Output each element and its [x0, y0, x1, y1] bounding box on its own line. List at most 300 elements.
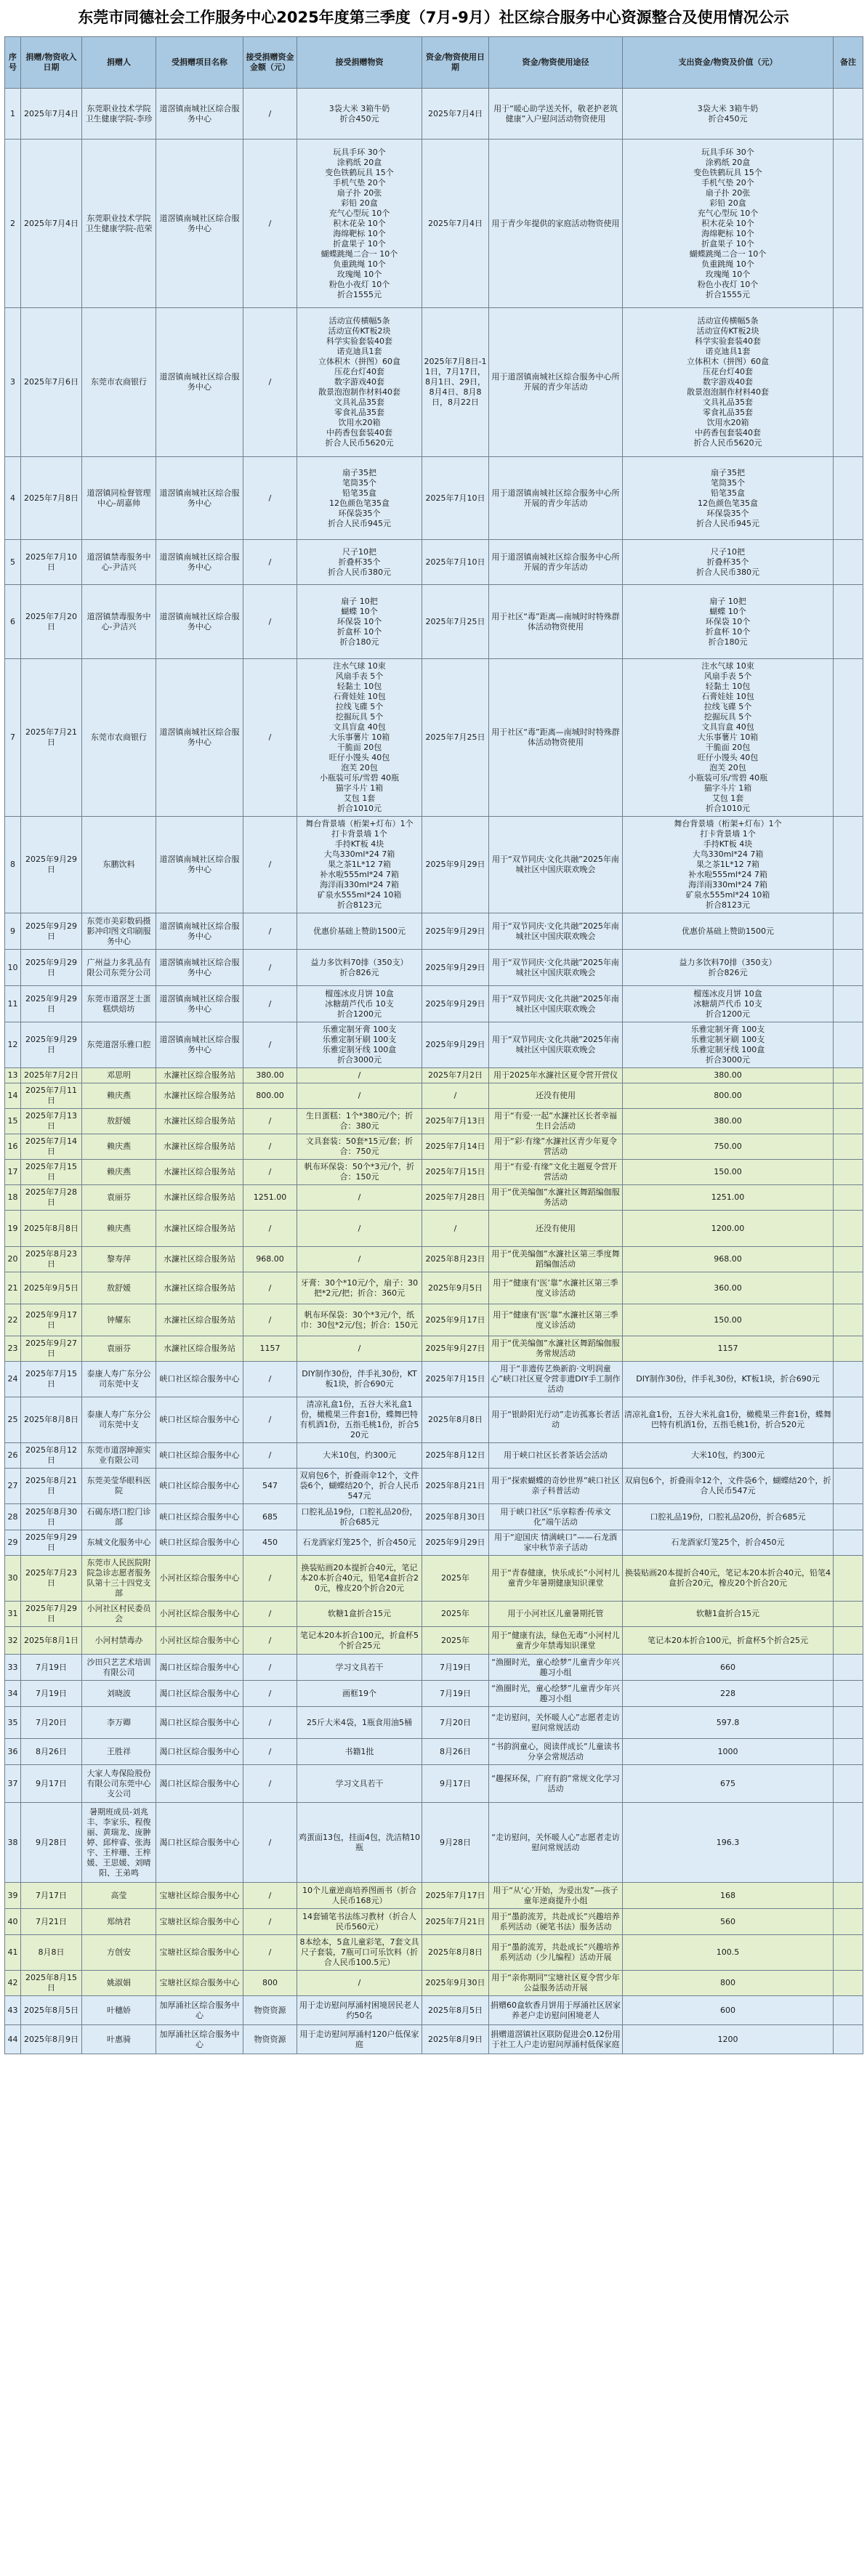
- cell-materials: 换装贴画20本提折合40元，笔记本20本折合40元，铅笔4盒折合20元，橡皮20个折合20元: [297, 1556, 422, 1602]
- cell-remark: [834, 1083, 863, 1109]
- cell-remark: [834, 1336, 863, 1362]
- cell-date: 2025年8月5日: [21, 1996, 82, 2025]
- cell-amount: /: [243, 540, 297, 585]
- cell-date: 2025年8月8日: [21, 1211, 82, 1247]
- cell-project: 道滘镇南城社区综合服务中心: [156, 585, 243, 659]
- cell-project: 渴口社区综合服务中心: [156, 1739, 243, 1765]
- cell-materials: 优惠价基础上赞助1500元: [297, 913, 422, 950]
- cell-expenditure: 228: [623, 1681, 834, 1707]
- table-row: [5, 1530, 863, 1556]
- cell-materials: 注水气球 10束 风扇手表 5个 轻黏土 10包 石膏娃娃 10包 拉线飞碟 5个 挖掘玩具 5个 文具盲盒 40包 大乐事薯片 10箱 干脆面 20包 旺仔小馒头 40包 泡芙 20包 小瓶装可乐/雪碧 40瓶 猫字斗片 1箱 艾包 1套 折合1010元: [297, 659, 422, 817]
- cell-use-purpose: 用于峡口社区长者茶话会活动: [489, 1443, 623, 1469]
- cell-donor: 东莞美莹华眼科医院: [82, 1469, 156, 1504]
- cell-materials: 鸡蛋面13包，挂面4包，洗洁精10瓶: [297, 1803, 422, 1883]
- cell-remark: [834, 1556, 863, 1602]
- cell-remark: [834, 1185, 863, 1211]
- cell-donor: 袁丽芬: [82, 1185, 156, 1211]
- cell-use-purpose: 用于“亲你期同”宝塘社区夏令营少年公益服务活动开展: [489, 1971, 623, 1996]
- cell-use-purpose: 用于“有爱·一起”水濂社区长者幸福生日会活动: [489, 1109, 623, 1134]
- cell-project: 峡口社区综合服务中心: [156, 1397, 243, 1443]
- cell-expenditure: 双肩包6个，折叠雨伞12个，文件袋6个，蝴蝶结20个，折合人民币547元: [623, 1469, 834, 1504]
- cell-donor: 东莞市美彩数码摄影冲印图文印刷服务中心: [82, 913, 156, 950]
- cell-amount: /: [243, 308, 297, 457]
- cell-project: 道滘镇南城社区综合服务中心: [156, 950, 243, 986]
- cell-amount: 380.00: [243, 1068, 297, 1083]
- cell-expenditure: 750.00: [623, 1134, 834, 1160]
- cell-remark: [834, 1160, 863, 1185]
- cell-use-purpose: 用于社区“毒”距离—南城时时特殊群体活动物资使用: [489, 659, 623, 817]
- cell-project: 水濂社区综合服务站: [156, 1211, 243, 1247]
- cell-amount: /: [243, 1556, 297, 1602]
- cell-donor: 东莞市人民医院附院急诊志愿者服务队第十三十四党支部: [82, 1556, 156, 1602]
- cell-date: 2025年7月23日: [21, 1556, 82, 1602]
- cell-materials: 8本绘本，5盒儿童彩笔，7套文具尺子套装，7瓶可口可乐饮料（折合人民币100.5元）: [297, 1935, 422, 1971]
- cell-date: 2025年8月21日: [21, 1469, 82, 1504]
- cell-use-date: 2025年9月29日: [422, 950, 489, 986]
- table-row: [5, 1443, 863, 1469]
- cell-serial: 44: [5, 2025, 21, 2054]
- cell-remark: [834, 659, 863, 817]
- cell-materials: 清凉礼盒1份，五谷大米礼盒1份，橄榄果三件套1份，蝶舞巴特有机酒1份，五指毛桃1份，折合520元: [297, 1397, 422, 1443]
- table-row: [5, 1304, 863, 1336]
- cell-use-purpose: 用于“墨韵流芳，共赴成长”兴趣培养系列活动（硬笔书法）服务活动: [489, 1909, 623, 1935]
- cell-amount: /: [243, 950, 297, 986]
- table-row: [5, 540, 863, 585]
- cell-serial: 34: [5, 1681, 21, 1707]
- header-project: 受捐赠项目名称: [156, 37, 243, 89]
- cell-materials: 学习文具若干: [297, 1655, 422, 1681]
- cell-project: 水濂社区综合服务站: [156, 1109, 243, 1134]
- cell-use-date: 2025年7月4日: [422, 140, 489, 308]
- cell-materials: 学习文具若干: [297, 1765, 422, 1803]
- cell-donor: 叶惠骑: [82, 2025, 156, 2054]
- cell-expenditure: 笔记本20本折合100元，折盒杯5个折合25元: [623, 1627, 834, 1655]
- cell-amount: 1157: [243, 1336, 297, 1362]
- cell-remark: [834, 1681, 863, 1707]
- cell-expenditure: 675: [623, 1765, 834, 1803]
- table-row: [5, 817, 863, 913]
- table-row: [5, 1134, 863, 1160]
- cell-remark: [834, 89, 863, 140]
- cell-materials: 牙膏：30个*10元/个，扇子：30把*2元/把；折合：360元: [297, 1272, 422, 1304]
- cell-project: 道滘镇南城社区综合服务中心: [156, 89, 243, 140]
- cell-expenditure: 注水气球 10束 风扇手表 5个 轻黏土 10包 石膏娃娃 10包 拉线飞碟 5个 挖掘玩具 5个 文具盲盒 40包 大乐事薯片 10箱 干脆面 20包 旺仔小馒头 40包 泡芙 20包 小瓶装可乐/雪碧 40瓶 猫字斗片 1箱 艾包 1套 折合1010元: [623, 659, 834, 817]
- cell-donor: 姚淑娟: [82, 1971, 156, 1996]
- cell-serial: 33: [5, 1655, 21, 1681]
- cell-serial: 40: [5, 1909, 21, 1935]
- cell-use-purpose: 用于“银龄阳光行动”走访孤寡长者活动: [489, 1397, 623, 1443]
- cell-date: 2025年9月29日: [21, 986, 82, 1022]
- cell-serial: 19: [5, 1211, 21, 1247]
- cell-donor: 小河社区村民委员会: [82, 1602, 156, 1627]
- cell-serial: 28: [5, 1504, 21, 1530]
- cell-use-date: 2025年7月25日: [422, 659, 489, 817]
- cell-amount: /: [243, 1627, 297, 1655]
- cell-use-purpose: “渔圈时光，童心绘梦”儿童青少年兴趣习小组: [489, 1655, 623, 1681]
- cell-date: 2025年9月17日: [21, 1304, 82, 1336]
- cell-project: 道滘镇南城社区综合服务中心: [156, 540, 243, 585]
- table-row: [5, 140, 863, 308]
- cell-donor: 大家人寿保险股份有限公司东莞中心支公司: [82, 1765, 156, 1803]
- cell-serial: 43: [5, 1996, 21, 2025]
- cell-donor: 黎寿萍: [82, 1247, 156, 1272]
- cell-date: 2025年7月13日: [21, 1109, 82, 1134]
- header-remark: 备注: [834, 37, 863, 89]
- cell-use-date: 2025年7月10日: [422, 540, 489, 585]
- cell-donor: 赖庆燕: [82, 1211, 156, 1247]
- cell-project: 渴口社区综合服务中心: [156, 1803, 243, 1883]
- cell-use-date: 2025年7月10日: [422, 457, 489, 540]
- cell-use-date: 2025年: [422, 1627, 489, 1655]
- cell-remark: [834, 1996, 863, 2025]
- cell-remark: [834, 913, 863, 950]
- table-row: [5, 1185, 863, 1211]
- cell-materials: 书籍1批: [297, 1739, 422, 1765]
- cell-amount: /: [243, 1935, 297, 1971]
- cell-amount: /: [243, 1883, 297, 1909]
- cell-materials: 10个儿童逆商培养图画书（折合人民币168元）: [297, 1883, 422, 1909]
- cell-donor: 敖舒媛: [82, 1109, 156, 1134]
- table-row: [5, 585, 863, 659]
- cell-use-date: 2025年7月21日: [422, 1909, 489, 1935]
- cell-use-date: 2025年9月29日: [422, 986, 489, 1022]
- cell-use-purpose: 捐赠60盒软香月饼用于厚涌社区居家养老户走访慰问困境老人: [489, 1996, 623, 2025]
- table-row: [5, 1935, 863, 1971]
- cell-remark: [834, 585, 863, 659]
- cell-expenditure: 660: [623, 1655, 834, 1681]
- cell-project: 渴口社区综合服务中心: [156, 1707, 243, 1739]
- cell-project: 峡口社区综合服务中心: [156, 1443, 243, 1469]
- cell-materials: 生日蛋糕：1个*380元/个；折合：380元: [297, 1109, 422, 1134]
- cell-serial: 8: [5, 817, 21, 913]
- table-row: [5, 1397, 863, 1443]
- table-row: [5, 1739, 863, 1765]
- cell-materials: 双肩包6个，折叠雨伞12个，文件袋6个，蝴蝶结20个，折合人民币547元: [297, 1469, 422, 1504]
- cell-expenditure: 196.3: [623, 1803, 834, 1883]
- cell-use-purpose: 用于道滘镇南城社区综合服务中心所开展的青少年活动: [489, 540, 623, 585]
- cell-remark: [834, 1909, 863, 1935]
- cell-use-date: 8月26日: [422, 1739, 489, 1765]
- table-row: [5, 1469, 863, 1504]
- cell-use-purpose: 用于“迎国庆 情满峡口”——石龙酒家中秋节亲子活动: [489, 1530, 623, 1556]
- cell-expenditure: 600: [623, 1996, 834, 2025]
- cell-remark: [834, 1504, 863, 1530]
- cell-use-purpose: 用于“优美编伽”水濂社区舞蹈编伽服务活动: [489, 1185, 623, 1211]
- cell-use-date: 9月17日: [422, 1765, 489, 1803]
- cell-materials: /: [297, 1185, 422, 1211]
- cell-project: 道滘镇南城社区综合服务中心: [156, 659, 243, 817]
- cell-materials: 画框19个: [297, 1681, 422, 1707]
- cell-amount: /: [243, 1602, 297, 1627]
- header-date: 捐赠/物资收入日期: [21, 37, 82, 89]
- cell-donor: 小河村禁毒办: [82, 1627, 156, 1655]
- table-row: [5, 1602, 863, 1627]
- cell-donor: 石碣东塔口腔门诊部: [82, 1504, 156, 1530]
- cell-materials: 益力多饮料70排（350支） 折合826元: [297, 950, 422, 986]
- cell-use-date: 2025年7月14日: [422, 1134, 489, 1160]
- cell-date: 2025年8月1日: [21, 1627, 82, 1655]
- header-expenditure: 支出资金/物资及价值（元）: [623, 37, 834, 89]
- cell-project: 水濂社区综合服务站: [156, 1336, 243, 1362]
- header-use-purpose: 资金/物资使用途径: [489, 37, 623, 89]
- cell-remark: [834, 1022, 863, 1068]
- cell-project: 小河社区综合服务中心: [156, 1602, 243, 1627]
- cell-donor: 赖庆燕: [82, 1134, 156, 1160]
- cell-expenditure: 150.00: [623, 1160, 834, 1185]
- cell-serial: 9: [5, 913, 21, 950]
- cell-date: 2025年7月15日: [21, 1362, 82, 1397]
- cell-use-purpose: 用于“青春健康，快乐成长”小河村儿童青少年暑期健康知识课堂: [489, 1556, 623, 1602]
- cell-use-purpose: 用于“暖心助学送关怀，敬老护老筑健康”入户慰问活动物资使用: [489, 89, 623, 140]
- cell-serial: 16: [5, 1134, 21, 1160]
- cell-date: 2025年9月29日: [21, 1022, 82, 1068]
- cell-use-date: 9月28日: [422, 1803, 489, 1883]
- cell-donor: 赖庆燕: [82, 1083, 156, 1109]
- cell-date: 9月17日: [21, 1765, 82, 1803]
- cell-materials: /: [297, 1971, 422, 1996]
- table-row: [5, 1109, 863, 1134]
- cell-use-date: 2025年: [422, 1556, 489, 1602]
- header-use-date: 资金/物资使用日期: [422, 37, 489, 89]
- cell-expenditure: 换装贴画20本提折合40元，笔记本20本折合40元，铅笔4盒折合20元，橡皮20个折合20元: [623, 1556, 834, 1602]
- cell-expenditure: 150.00: [623, 1304, 834, 1336]
- cell-serial: 22: [5, 1304, 21, 1336]
- table-row: [5, 1883, 863, 1909]
- cell-remark: [834, 1443, 863, 1469]
- cell-use-date: 2025年9月5日: [422, 1272, 489, 1304]
- cell-expenditure: DIY制作30份，伴手礼30份，KT板1块，折合690元: [623, 1362, 834, 1397]
- table-row: [5, 1083, 863, 1109]
- cell-use-date: 2025年8月9日: [422, 2025, 489, 2054]
- cell-use-date: 2025年7月4日: [422, 89, 489, 140]
- cell-project: 道滘镇南城社区综合服务中心: [156, 308, 243, 457]
- table-row: [5, 1803, 863, 1883]
- table-row: [5, 1627, 863, 1655]
- cell-expenditure: 大米10包，约300元: [623, 1443, 834, 1469]
- table-row: [5, 1556, 863, 1602]
- cell-serial: 41: [5, 1935, 21, 1971]
- cell-donor: 叶穗娇: [82, 1996, 156, 2025]
- cell-amount: /: [243, 585, 297, 659]
- cell-serial: 24: [5, 1362, 21, 1397]
- header-materials: 接受捐赠物资: [297, 37, 422, 89]
- cell-amount: /: [243, 1109, 297, 1134]
- cell-use-date: 2025年7月13日: [422, 1109, 489, 1134]
- cell-materials: 帆布环保袋：50个*3元/个，折合：150元: [297, 1160, 422, 1185]
- table-row: [5, 1707, 863, 1739]
- cell-date: 2025年7月15日: [21, 1160, 82, 1185]
- cell-project: 道滘镇南城社区综合服务中心: [156, 986, 243, 1022]
- cell-project: 水濂社区综合服务站: [156, 1083, 243, 1109]
- cell-serial: 25: [5, 1397, 21, 1443]
- donation-table: [4, 36, 863, 2054]
- cell-expenditure: 扇子 10把 蝴蝶 10个 环保袋 10个 折盒杯 10个 折合180元: [623, 585, 834, 659]
- cell-donor: 东莞市道滘坤源实业有限公司: [82, 1443, 156, 1469]
- cell-donor: 刘晓波: [82, 1681, 156, 1707]
- cell-serial: 36: [5, 1739, 21, 1765]
- table-row: [5, 2025, 863, 2054]
- cell-project: 宝塘社区综合服务中心: [156, 1935, 243, 1971]
- cell-materials: 用于走访慰问厚涌村困境居民老人约50名: [297, 1996, 422, 2025]
- cell-use-date: 2025年7月28日: [422, 1185, 489, 1211]
- cell-project: 水濂社区综合服务站: [156, 1134, 243, 1160]
- cell-serial: 35: [5, 1707, 21, 1739]
- cell-remark: [834, 1134, 863, 1160]
- cell-remark: [834, 308, 863, 457]
- cell-date: 2025年7月2日: [21, 1068, 82, 1083]
- cell-date: 7月19日: [21, 1681, 82, 1707]
- cell-expenditure: 扇子35把 笔筒35个 铅笔35盒 12色颜色笔35盒 环保袋35个 折合人民币945元: [623, 457, 834, 540]
- cell-serial: 3: [5, 308, 21, 457]
- cell-remark: [834, 1765, 863, 1803]
- cell-serial: 4: [5, 457, 21, 540]
- cell-expenditure: 软糖1盒折合15元: [623, 1602, 834, 1627]
- cell-use-date: 2025年9月27日: [422, 1336, 489, 1362]
- cell-expenditure: 380.00: [623, 1109, 834, 1134]
- cell-use-date: 2025年7月15日: [422, 1160, 489, 1185]
- cell-donor: 高莹: [82, 1883, 156, 1909]
- cell-expenditure: 石龙酒家灯笼25个，折合450元: [623, 1530, 834, 1556]
- cell-use-date: 2025年7月8日-11日，7月17日，8月1日、29日，8月4日、8月8日，8月22日: [422, 308, 489, 457]
- cell-remark: [834, 1109, 863, 1134]
- table-row: [5, 1655, 863, 1681]
- cell-remark: [834, 1304, 863, 1336]
- table-row: [5, 308, 863, 457]
- cell-use-purpose: 用于“有爱·有缘”文化主题夏令营开营活动: [489, 1160, 623, 1185]
- cell-donor: 东莞市道滘芝士蛋糕烘焙坊: [82, 986, 156, 1022]
- table-row: [5, 1160, 863, 1185]
- cell-materials: 尺子10把 折叠杯35个 折合人民币380元: [297, 540, 422, 585]
- cell-serial: 13: [5, 1068, 21, 1083]
- cell-date: 2025年7月21日: [21, 659, 82, 817]
- cell-materials: 扇子 10把 蝴蝶 10个 环保袋 10个 折盒杯 10个 折合180元: [297, 585, 422, 659]
- cell-donor: 道滘镇同检督管理中心-胡嘉帅: [82, 457, 156, 540]
- cell-amount: /: [243, 1681, 297, 1707]
- cell-use-date: 7月19日: [422, 1681, 489, 1707]
- cell-project: 宝塘社区综合服务中心: [156, 1971, 243, 1996]
- cell-expenditure: 舞台背景墙（桁架+灯布）1个 打卡背景墙 1个 手持KT板 4块 大鸟330ml*24 7箱 果之茶1L*12 7箱 补水啦555ml*24 7箱 海洋雨330ml*24 7箱 矿泉水555ml*24 10箱 折合8123元: [623, 817, 834, 913]
- cell-serial: 1: [5, 89, 21, 140]
- cell-expenditure: 乐雅定制牙膏 100支 乐雅定制牙刷 100支 乐雅定制牙线 100盒 折合3000元: [623, 1022, 834, 1068]
- cell-remark: [834, 1739, 863, 1765]
- cell-materials: /: [297, 1247, 422, 1272]
- cell-date: 2025年7月20日: [21, 585, 82, 659]
- cell-materials: 大米10包，约300元: [297, 1443, 422, 1469]
- cell-date: 2025年7月10日: [21, 540, 82, 585]
- cell-use-purpose: 用于“彩·有缘”水濂社区青少年夏令营活动: [489, 1134, 623, 1160]
- cell-amount: /: [243, 817, 297, 913]
- cell-expenditure: 1251.00: [623, 1185, 834, 1211]
- cell-remark: [834, 1707, 863, 1739]
- cell-remark: [834, 817, 863, 913]
- table-row: [5, 1247, 863, 1272]
- cell-use-date: 2025年7月25日: [422, 585, 489, 659]
- cell-donor: 东莞职业技术学院卫生健康学院-范荣: [82, 140, 156, 308]
- table-row: [5, 1504, 863, 1530]
- cell-use-date: 2025年8月8日: [422, 1397, 489, 1443]
- cell-use-purpose: 用于“健康有法，绿色无毒”小河村儿童青少年禁毒知识课堂: [489, 1627, 623, 1655]
- table-row: [5, 659, 863, 817]
- cell-remark: [834, 1397, 863, 1443]
- cell-materials: 舞台背景墙（桁架+灯布）1个 打卡背景墙 1个 手持KT板 4块 大鸟330ml*24 7箱 果之茶1L*12 7箱 补水啦555ml*24 7箱 海洋雨330ml*24 7箱 矿泉水555ml*24 10箱 折合8123元: [297, 817, 422, 913]
- cell-serial: 38: [5, 1803, 21, 1883]
- cell-materials: /: [297, 1083, 422, 1109]
- cell-amount: /: [243, 1765, 297, 1803]
- cell-serial: 20: [5, 1247, 21, 1272]
- cell-date: 7月19日: [21, 1655, 82, 1681]
- cell-expenditure: 597.8: [623, 1707, 834, 1739]
- cell-project: 加厚涌社区综合服务中心: [156, 2025, 243, 2054]
- cell-remark: [834, 950, 863, 986]
- cell-project: 水濂社区综合服务站: [156, 1160, 243, 1185]
- table-row: [5, 1211, 863, 1247]
- cell-expenditure: 360.00: [623, 1272, 834, 1304]
- cell-expenditure: 1200.00: [623, 1211, 834, 1247]
- table-row: [5, 1022, 863, 1068]
- cell-use-date: 2025年9月29日: [422, 817, 489, 913]
- cell-date: 2025年8月8日: [21, 1397, 82, 1443]
- cell-date: 2025年9月5日: [21, 1272, 82, 1304]
- cell-date: 2025年7月8日: [21, 457, 82, 540]
- cell-materials: /: [297, 1068, 422, 1083]
- cell-remark: [834, 457, 863, 540]
- cell-donor: 王胜祥: [82, 1739, 156, 1765]
- table-body: [5, 89, 863, 2054]
- cell-materials: 25斤大米4袋，1瓶食用油5桶: [297, 1707, 422, 1739]
- table-row: [5, 1765, 863, 1803]
- cell-use-date: 7月19日: [422, 1655, 489, 1681]
- cell-serial: 15: [5, 1109, 21, 1134]
- cell-use-purpose: 用于峡口社区“乐享粽香·传承文化”端午活动: [489, 1504, 623, 1530]
- cell-remark: [834, 1803, 863, 1883]
- cell-amount: /: [243, 1909, 297, 1935]
- cell-project: 加厚涌社区综合服务中心: [156, 1996, 243, 2025]
- table-row: [5, 1362, 863, 1397]
- cell-amount: /: [243, 1739, 297, 1765]
- cell-materials: 榴莲冰皮月饼 10盒 冰糖葫芦代币 10支 折合1200元: [297, 986, 422, 1022]
- cell-remark: [834, 1272, 863, 1304]
- table-row: [5, 1336, 863, 1362]
- cell-materials: 笔记本20本折合100元，折盒杯5个折合25元: [297, 1627, 422, 1655]
- cell-expenditure: 活动宣传横幅5条 活动宣传KT板2块 科学实验套装40套 诺克迪具1套 立体积木（拼图）60盒 压花台灯40套 数字游戏40套 散景泡泡制作材料40套 文具礼品35套 零食礼品35套 饮用水20箱 中药香包套装40套 折合人民币5620元: [623, 308, 834, 457]
- cell-expenditure: 口腔礼品19份，口腔礼品20份，折合685元: [623, 1504, 834, 1530]
- cell-materials: 14套铺笔书法练习教材（折合人民币560元）: [297, 1909, 422, 1935]
- cell-amount: /: [243, 140, 297, 308]
- cell-expenditure: 益力多饮料70排（350支） 折合826元: [623, 950, 834, 986]
- cell-use-purpose: 用于“从‘心’开始，为爱出发”—孩子童年逆商提升小组: [489, 1883, 623, 1909]
- table-row: [5, 89, 863, 140]
- cell-amount: 968.00: [243, 1247, 297, 1272]
- table-row: [5, 1971, 863, 1996]
- cell-expenditure: 380.00: [623, 1068, 834, 1083]
- cell-date: 2025年7月28日: [21, 1185, 82, 1211]
- cell-serial: 26: [5, 1443, 21, 1469]
- table-row: [5, 1909, 863, 1935]
- table-row: [5, 950, 863, 986]
- cell-remark: [834, 1469, 863, 1504]
- cell-remark: [834, 1602, 863, 1627]
- cell-amount: /: [243, 986, 297, 1022]
- cell-expenditure: 100.5: [623, 1935, 834, 1971]
- cell-materials: 玩具手环 30个 涂鸦纸 20盒 变色铁鹤玩具 15个 手机气垫 20个 扇子扑 20张 彩铅 20盒 充气心型玩 10个 积木花朵 10个 海绵靶标 10个 折盒果子 10个 蝴蝶跳绳二合一 10个 负重跳绳 10个 玫瑰绳 10个 粉色小夜灯 10个 折合1555元: [297, 140, 422, 308]
- cell-use-date: 2025年8月5日: [422, 1996, 489, 2025]
- cell-materials: 石龙酒家灯笼25个，折合450元: [297, 1530, 422, 1556]
- cell-materials: 扇子35把 笔筒35个 铅笔35盒 12色颜色笔35盒 环保袋35个 折合人民币945元: [297, 457, 422, 540]
- cell-amount: /: [243, 1707, 297, 1739]
- cell-serial: 10: [5, 950, 21, 986]
- cell-amount: /: [243, 1803, 297, 1883]
- cell-project: 水濂社区综合服务站: [156, 1247, 243, 1272]
